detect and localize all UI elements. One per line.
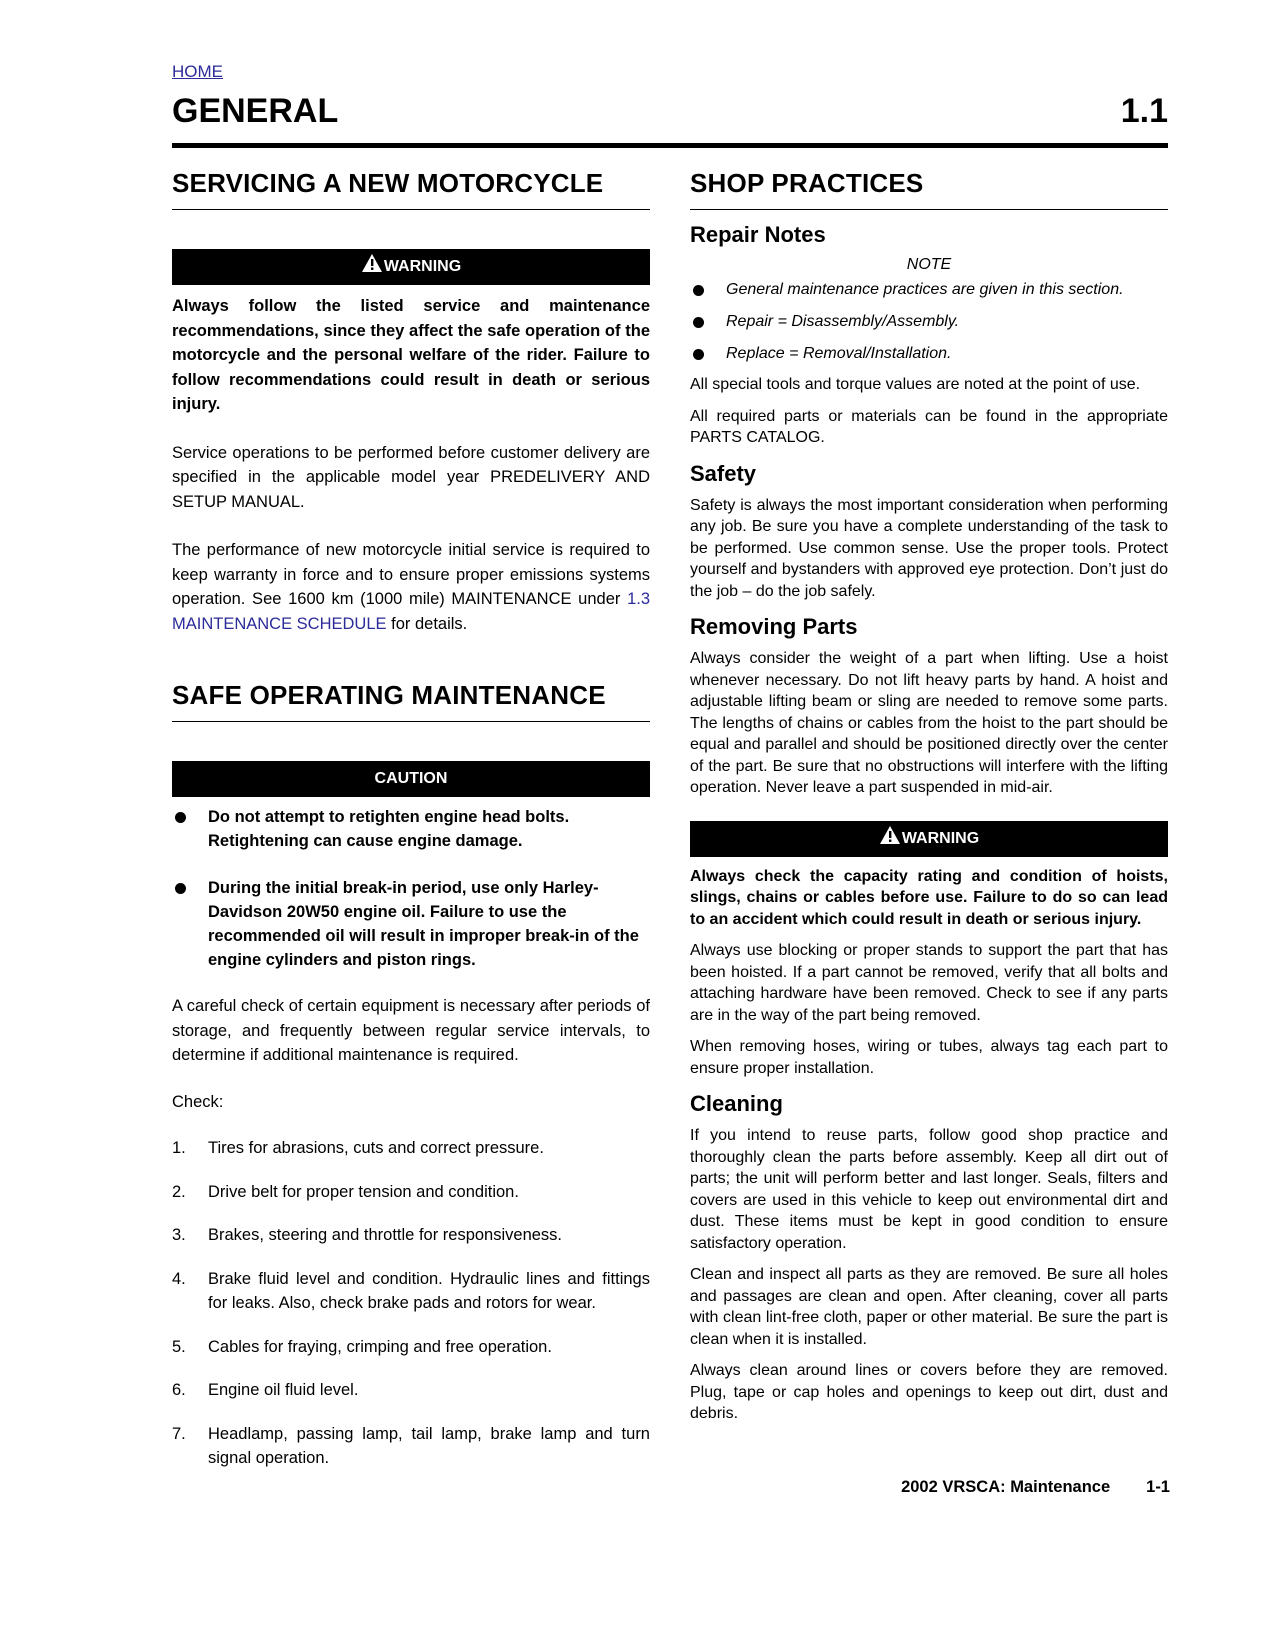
safe-operating-para: A careful check of certain equipment is necessary after periods of storage, and frequently between regular service intervals, to determine if additional maintenance is required.	[172, 997, 650, 1064]
list-item: 5. Cables for fraying, crimping and free operation.	[172, 1337, 552, 1356]
chapter-title: GENERAL	[172, 92, 339, 130]
check-label: Check:	[172, 1092, 224, 1111]
removing-parts-heading: Removing Parts	[690, 614, 858, 639]
safe-operating-heading: SAFE OPERATING MAINTENANCE	[172, 674, 650, 722]
chapter-number: 1.1	[1120, 92, 1168, 130]
list-item: During the initial break-in period, use only Harley-Davidson 20W50 engine oil. Failure to use the recommended oil will result in improper break-in of the engine cylinders and piston rings.	[172, 876, 650, 972]
home-link[interactable]: HOME	[172, 62, 223, 81]
warning-triangle-icon	[879, 823, 901, 859]
two-column-body	[172, 162, 1168, 1490]
list-item: Repair = Disassembly/Assembly.	[690, 310, 1168, 334]
check-list	[172, 1136, 650, 1471]
safety-heading: Safety	[690, 460, 757, 486]
note-label: NOTE	[906, 256, 952, 273]
removing-parts-para-3: When removing hoses, wiring or tubes, always tag each part to ensure proper installation.	[690, 1038, 1168, 1077]
list-item: 1. Tires for abrasions, cuts and correct pressure.	[172, 1139, 544, 1157]
warning-label: WARNING	[383, 258, 462, 275]
cleaning-heading: Cleaning	[690, 1091, 783, 1116]
warning-bar	[690, 821, 1168, 857]
caution-list	[172, 805, 650, 972]
bullet-icon	[175, 812, 186, 823]
bullet-icon	[693, 349, 704, 360]
warning-text: Always check the capacity rating and condition of hoists, slings, chains or cables before use. Failure to do so can lead to an accident which could result in death or serious injury.	[690, 867, 1168, 928]
chapter-divider	[172, 143, 1168, 148]
list-item: 7. Headlamp, passing lamp, tail lamp, brake lamp and turn signal operation.	[172, 1424, 650, 1467]
bullet-icon	[693, 285, 704, 296]
servicing-para-2-text: The performance of new motorcycle initial service is required to keep warranty in force and to ensure proper emissions systems operation. See 1600 km (1000 mile) MAINTENANCE under	[172, 541, 650, 608]
list-item: 4. Brake fluid level and condition. Hydraulic lines and fittings for leaks. Also, check brake pads and rotors for wear.	[172, 1269, 650, 1312]
list-item: 6. Engine oil fluid level.	[172, 1381, 359, 1399]
warning-text: Always follow the listed service and maintenance recommendations, since they affect the safe operation of the motorcycle and the personal welfare of the rider. Failure to follow recommendations could result in death or serious injury.	[172, 297, 650, 413]
repair-notes-para-2: All required parts or materials can be found in the appropriate PARTS CATALOG.	[690, 407, 1168, 446]
warning-triangle-icon	[361, 251, 383, 287]
removing-parts-para-2: Always use blocking or proper stands to support the part that has been hoisted. If a part cannot be removed, verify that all bolts and attaching hardware have been removed. Check to see if any parts are in the way of the part being removed.	[690, 942, 1168, 1024]
bullet-icon	[693, 317, 704, 328]
servicing-para-1: Service operations to be performed before customer delivery are specified in the applicable model year PREDELIVERY AND SETUP MANUAL.	[172, 443, 650, 511]
bullet-icon	[175, 883, 186, 894]
chapter-header	[172, 92, 1168, 131]
list-item: General maintenance practices are given in this section.	[690, 278, 1168, 302]
list-item: 3. Brakes, steering and throttle for responsiveness.	[172, 1226, 563, 1244]
safety-para: Safety is always the most important consideration when performing any job. Be sure you have a complete understanding of the task to be performed. Use common sense. Use the proper tools. Protect yourself and bystanders with approved eye protection. Don’t just do the job – do the job safely.	[690, 496, 1168, 600]
repair-notes-heading: Repair Notes	[690, 222, 826, 247]
servicing-para-2	[172, 538, 650, 636]
list-item: Replace = Removal/Installation.	[690, 342, 1168, 366]
note-list	[690, 278, 1168, 366]
list-item: 2. Drive belt for proper tension and condition.	[172, 1182, 519, 1201]
left-column	[172, 162, 650, 1490]
warning-label: WARNING	[901, 829, 980, 847]
cleaning-para-1: If you intend to reuse parts, follow good shop practice and thoroughly clean the parts before assembly. Keep all dirt out of parts; the unit will perform better and last longer. Seals, filters and covers are used in this vehicle to keep out environmental dirt and dust. These items must be kept in good condition to ensure satisfactory operation.	[690, 1127, 1168, 1252]
shop-practices-heading: SHOP PRACTICES	[690, 162, 1168, 210]
warning-bar	[172, 249, 650, 285]
servicing-para-2-end: for details.	[386, 614, 468, 633]
caution-bar	[172, 761, 650, 797]
cleaning-para-3: Always clean around lines or covers before they are removed. Plug, tape or cap holes and openings to keep out dirt, dust and debris.	[690, 1362, 1168, 1422]
list-item: Do not attempt to retighten engine head bolts. Retightening can cause engine damage.	[172, 805, 650, 853]
removing-parts-para-1: Always consider the weight of a part when lifting. Use a hoist whenever necessary. Do not lift heavy parts by hand. A hoist and adjustable lifting beam or sling are needed to remove some parts. The lengths of chains or cables from the hoist to the part should be equal and parallel and should be positioned directly over the center of the part. Be sure that no obstructions will interfere with the lifting operation. Never leave a part suspended in mid-air.	[690, 650, 1168, 796]
right-column	[690, 162, 1168, 1490]
servicing-heading: SERVICING A NEW MOTORCYCLE	[172, 162, 650, 210]
repair-notes-para-1: All special tools and torque values are noted at the point of use.	[690, 376, 1141, 393]
maintenance-schedule-link[interactable]: 1.3 MAINTENANCE SCHEDULE	[172, 590, 650, 633]
manual-page	[172, 62, 1168, 1490]
cleaning-para-2: Clean and inspect all parts as they are removed. Be sure all holes and passages are clean and open. After cleaning, cover all parts with clean lint-free cloth, paper or other material. Be sure the part is clean when it is installed.	[690, 1266, 1168, 1348]
caution-label: CAUTION	[374, 770, 448, 787]
page-number: 1-1	[1146, 1478, 1170, 1496]
footer-title: 2002 VRSCA: Maintenance	[901, 1478, 1111, 1496]
page-footer	[901, 1478, 1170, 1497]
